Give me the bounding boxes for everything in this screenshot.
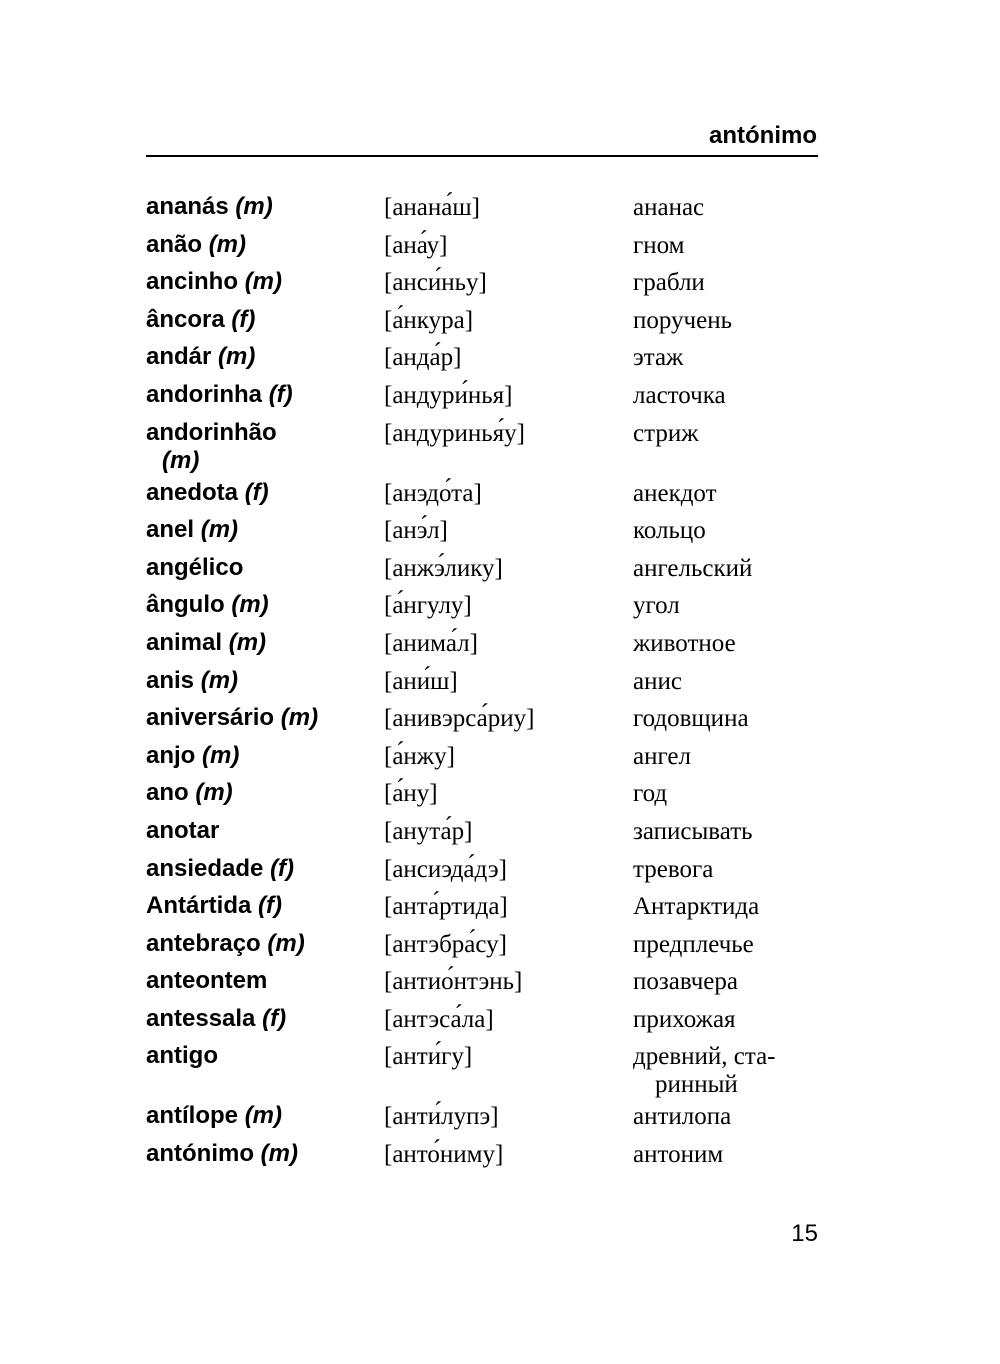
dictionary-entry [146, 591, 826, 629]
pronunciation: [анто́ниму] [384, 1141, 504, 1169]
gender-marker: (m) [244, 1102, 283, 1130]
headword [146, 967, 371, 995]
pronunciation: [ансиэда́дэ] [384, 855, 507, 883]
dictionary-entry [146, 343, 826, 381]
headword-text: antessala [146, 1004, 256, 1032]
translation [633, 968, 833, 996]
translation-line: ангел [633, 742, 691, 770]
translation-line: стриж [633, 419, 699, 447]
translation-line: ангельский [633, 554, 753, 582]
pronunciation: [анта́ртида] [384, 893, 508, 921]
translation-line: грабли [633, 269, 705, 297]
headword-text: anteontem [146, 967, 268, 995]
headword [146, 306, 371, 334]
translation [633, 780, 833, 808]
dictionary-entry [146, 1042, 826, 1102]
translation-line: анекдот [633, 479, 717, 507]
dictionary-entry [146, 306, 826, 344]
headword [146, 1042, 371, 1070]
gender-marker: (m) [162, 446, 200, 474]
dictionary-entry [146, 779, 826, 817]
gender-marker: (f) [270, 854, 295, 882]
gender-marker: (m) [235, 193, 273, 220]
dictionary-entry [146, 742, 826, 780]
headword [146, 193, 371, 221]
headword [146, 742, 371, 770]
pronunciation: [анжэ́лику] [384, 554, 503, 582]
translation [633, 931, 833, 959]
entry-list [146, 193, 826, 1178]
dictionary-entry [146, 193, 826, 231]
dictionary-entry [146, 704, 826, 742]
headword [146, 1140, 371, 1168]
headword [146, 704, 371, 732]
headword-text: anedota [146, 478, 239, 506]
translation [633, 480, 833, 508]
dictionary-entry [146, 419, 826, 479]
translation [633, 818, 833, 846]
gender-marker: (m) [208, 230, 247, 258]
translation-line: Антарктида [633, 893, 760, 921]
gender-marker: (m) [202, 741, 240, 769]
translation-line: антилопа [633, 1103, 732, 1131]
gender-marker: (m) [231, 591, 269, 619]
gender-marker: (m) [280, 704, 319, 732]
translation-line: этаж [633, 344, 684, 372]
headword-text: âncora [146, 305, 225, 333]
headword-text: ano [146, 779, 189, 807]
gender-marker: (f) [258, 892, 282, 920]
gender-marker: (m) [260, 1140, 298, 1168]
headword [146, 1005, 371, 1033]
translation [633, 344, 833, 372]
pronunciation: [анэдо́та] [384, 479, 482, 507]
pronunciation: [анана́ш] [384, 194, 480, 221]
dictionary-entry [146, 667, 826, 705]
dictionary-entry [146, 381, 826, 419]
gender-marker: (m) [228, 628, 267, 656]
headword-text: andorinhão [146, 418, 277, 446]
headword-text: anão [146, 230, 203, 258]
pronunciation: [антэса́ла] [384, 1005, 494, 1033]
pronunciation: [анэ́л] [384, 517, 448, 545]
headword [146, 479, 371, 507]
dictionary-entry [146, 817, 826, 855]
dictionary-entry [146, 1140, 826, 1178]
headword [146, 554, 371, 582]
gender-marker: (m) [200, 666, 239, 694]
headword-text: andorinha [146, 380, 263, 408]
dictionary-entry [146, 1005, 826, 1043]
headword-text: ananás [146, 193, 229, 220]
dictionary-entry [146, 1102, 826, 1140]
headword-text: antebraço [146, 929, 261, 957]
headword-text: angélico [146, 553, 244, 581]
translation [633, 856, 833, 884]
translation [633, 232, 833, 260]
headword [146, 419, 371, 475]
translation-line: анис [633, 667, 682, 695]
gender-marker: (f) [268, 380, 293, 408]
headword [146, 629, 371, 657]
pronunciation: [ана́у] [384, 231, 448, 259]
dictionary-entry [146, 516, 826, 554]
page-number: 15 [791, 1220, 818, 1247]
translation-line: древний, ста- [633, 1043, 776, 1071]
headword-text: animal [146, 628, 223, 656]
translation [633, 269, 833, 297]
pronunciation: [а́ну] [384, 780, 438, 808]
pronunciation: [анда́р] [384, 344, 462, 372]
translation-line: антоним [633, 1141, 724, 1169]
dictionary-entry [146, 967, 826, 1005]
translation [633, 1043, 833, 1099]
translation-line: гном [633, 231, 685, 259]
headword [146, 381, 371, 409]
translation [633, 382, 833, 410]
pronunciation: [андури́нья] [384, 381, 513, 409]
pronunciation: [анти́лупэ] [384, 1103, 499, 1131]
translation-line: ринный [655, 1071, 738, 1099]
headword-text: ancinho [146, 268, 239, 296]
dictionary-entry [146, 268, 826, 306]
translation-line: угол [633, 592, 680, 620]
dictionary-entry [146, 892, 826, 930]
running-head: antónimo [709, 122, 817, 149]
pronunciation: [анута́р] [384, 817, 473, 845]
headword [146, 268, 371, 296]
headword [146, 817, 371, 845]
pronunciation: [а́нкура] [384, 306, 474, 334]
headword-text: anis [146, 666, 195, 694]
translation-line: предплечье [633, 930, 754, 958]
translation [633, 592, 833, 620]
dictionary-entry [146, 554, 826, 592]
headword-text: antigo [146, 1042, 218, 1070]
pronunciation: [анивэрса́риу] [384, 705, 535, 733]
headword [146, 667, 371, 695]
headword [146, 516, 371, 544]
translation-line: записывать [633, 817, 753, 845]
translation-line: позавчера [633, 968, 738, 996]
translation [633, 1141, 833, 1169]
translation [633, 668, 833, 696]
translation [633, 705, 833, 733]
headword-text: ansiedade [146, 854, 264, 882]
pronunciation: [ани́ш] [384, 667, 458, 695]
translation-line: ананас [633, 194, 705, 221]
pronunciation: [андуринья́у] [384, 419, 526, 447]
headword [146, 892, 371, 920]
translation-line: животное [633, 629, 736, 657]
translation-line: год [633, 780, 668, 808]
translation [633, 517, 833, 545]
pronunciation: [антэбра́су] [384, 930, 507, 958]
pronunciation: [анти́гу] [384, 1043, 473, 1071]
headword-text: ângulo [146, 591, 225, 619]
translation-line: кольцо [633, 517, 706, 545]
translation-line: тревога [633, 855, 714, 883]
gender-marker: (m) [267, 929, 305, 957]
gender-marker: (f) [262, 1004, 287, 1032]
translation-line: прихожая [633, 1005, 736, 1033]
translation-line: поручень [633, 306, 732, 334]
translation [633, 1006, 833, 1034]
headword-text: anel [146, 516, 195, 544]
gender-marker: (m) [195, 779, 233, 807]
dictionary-entry [146, 479, 826, 517]
headword-text: antónimo [146, 1140, 254, 1168]
headword-text: antílope [146, 1102, 239, 1130]
translation-line: ласточка [633, 381, 726, 409]
dictionary-entry [146, 629, 826, 667]
pronunciation: [анси́ньу] [384, 269, 487, 297]
headword [146, 343, 371, 371]
headword [146, 855, 371, 883]
pronunciation: [анима́л] [384, 629, 478, 657]
translation [633, 555, 833, 583]
translation [633, 893, 833, 921]
headword [146, 779, 371, 807]
headword-text: aniversário [146, 704, 275, 732]
header-rule [146, 155, 818, 157]
headword-text: Antártida [146, 892, 252, 920]
translation-line: годовщина [633, 705, 749, 733]
translation [633, 743, 833, 771]
headword-text: andár [146, 343, 212, 371]
gender-marker: (f) [231, 305, 256, 333]
headword [146, 591, 371, 619]
translation [633, 1103, 833, 1131]
dictionary-entry [146, 930, 826, 968]
pronunciation: [антио́нтэнь] [384, 968, 523, 996]
dictionary-entry [146, 231, 826, 269]
headword-text: anotar [146, 816, 220, 844]
pronunciation: [а́нгулу] [384, 592, 472, 620]
gender-marker: (m) [244, 268, 283, 296]
translation [633, 194, 833, 222]
gender-marker: (m) [200, 516, 239, 544]
dictionary-entry [146, 855, 826, 893]
headword [146, 930, 371, 958]
headword-text: anjo [146, 741, 196, 769]
headword [146, 1102, 371, 1130]
translation [633, 630, 833, 658]
gender-marker: (m) [218, 343, 256, 371]
translation [633, 307, 833, 335]
gender-marker: (f) [244, 478, 269, 506]
pronunciation: [а́нжу] [384, 742, 455, 770]
translation [633, 420, 833, 448]
headword [146, 231, 371, 259]
